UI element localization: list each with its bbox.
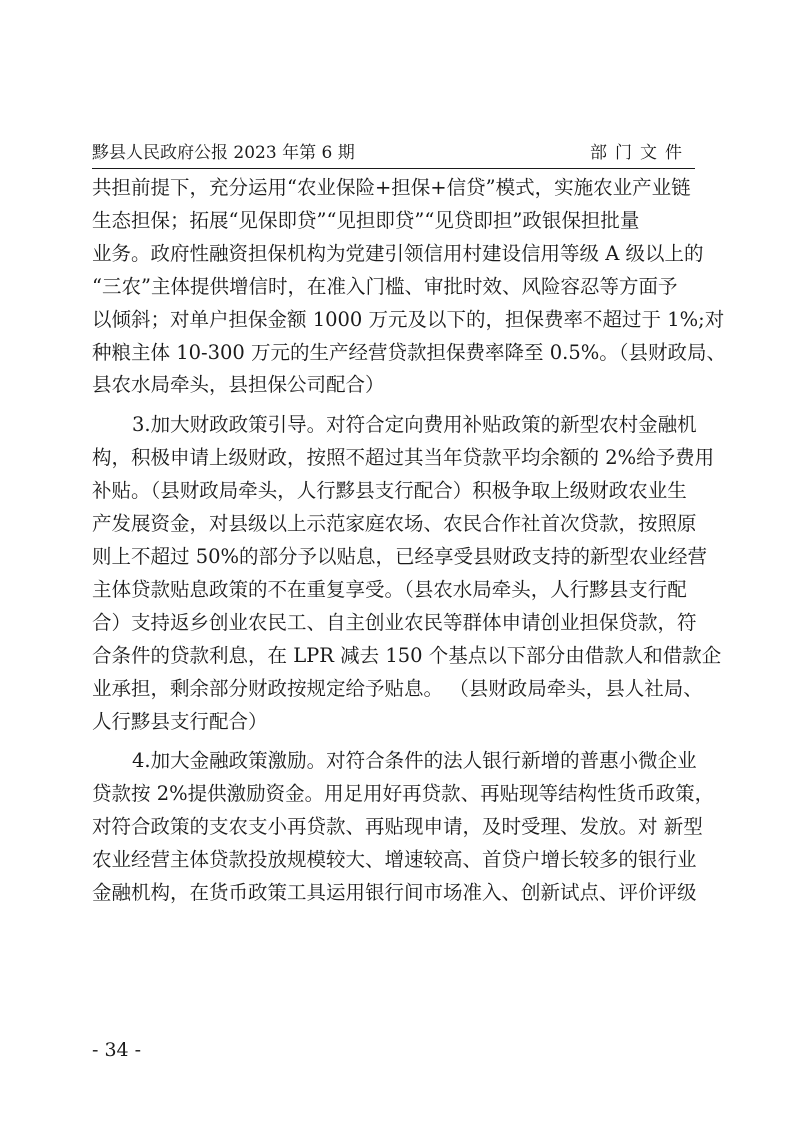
page-header <box>92 142 690 164</box>
header-section-label: 部门文件 <box>590 143 690 163</box>
text-line: 金融机构，在货币政策工具运用银行间市场准入、创新试点、评价评级 <box>92 881 697 905</box>
text-line: 对符合政策的支农支小再贷款、再贴现申请，及时受理、发放。对 新型 <box>92 815 703 839</box>
page-number: - 34 - <box>92 1039 142 1061</box>
text-line: 业务。政府性融资担保机构为党建引领信用村建设信用等级 A 级以上的 <box>92 241 704 265</box>
header-rule <box>92 168 695 169</box>
text-line: 人行黟县支行配合） <box>92 709 268 733</box>
text-line: 产发展资金，对县级以上示范家庭农场、农民合作社首次贷款，按照原 <box>92 512 697 536</box>
text-line: 业承担，剩余部分财政按规定给予贴息。 （县财政局牵头，县人社局、 <box>92 676 703 700</box>
paragraph-financial-policy <box>92 745 715 910</box>
body-text <box>92 172 727 910</box>
text-line: 农业经营主体贷款投放规模较大、增速较高、首贷户增长较多的银行业 <box>92 848 697 872</box>
text-line: 4.加大金融政策激励。对符合条件的法人银行新增的普惠小微企业 <box>132 749 697 773</box>
text-line: 贷款按 2%提供激励资金。用足用好再贷款、再贴现等结构性货币政策， <box>92 782 715 806</box>
text-line: 构，积极申请上级财政，按照不超过其当年贷款平均余额的 2%给予费用 <box>92 446 715 470</box>
text-line: 以倾斜；对单户担保金额 1000 万元及以下的，担保费率不超过于 1%;对 <box>92 307 725 331</box>
text-line: 3.加大财政政策引导。对符合定向费用补贴政策的新型农村金融机 <box>132 413 697 437</box>
text-line: 种粮主体 10-300 万元的生产经营贷款担保费率降至 0.5%。（县财政局、 <box>92 340 727 364</box>
text-line: 主体贷款贴息政策的不在重复享受。（县农水局牵头，人行黟县支行配 <box>92 577 687 601</box>
text-line: 县农水局牵头，县担保公司配合） <box>92 373 385 397</box>
paragraph-guarantee-continuation <box>92 172 727 402</box>
text-line: “三农”主体提供增信时，在准入门槛、审批时效、风险容忍等方面予 <box>92 274 678 298</box>
header-publication-title: 黟县人民政府公报 2023 年第 6 期 <box>92 143 355 163</box>
text-line: 补贴。（县财政局牵头，人行黟县支行配合）积极争取上级财政农业生 <box>92 479 687 503</box>
text-line: 共担前提下，充分运用“农业保险+担保+信贷”模式，实施农业产业链 <box>92 176 691 199</box>
text-line: 则上不超过 50%的部分予以贴息，已经享受县财政支持的新型农业经营 <box>92 544 708 568</box>
text-line: 合）支持返乡创业农民工、自主创业农民等群体申请创业担保贷款，符 <box>92 610 697 634</box>
text-line: 生态担保；拓展“见保即贷”“见担即贷”“见贷即担”政银保担批量 <box>92 208 640 232</box>
text-line: 合条件的贷款利息，在 LPR 减去 150 个基点以下部分由借款人和借款企 <box>92 643 722 667</box>
paragraph-fiscal-policy <box>92 409 722 738</box>
